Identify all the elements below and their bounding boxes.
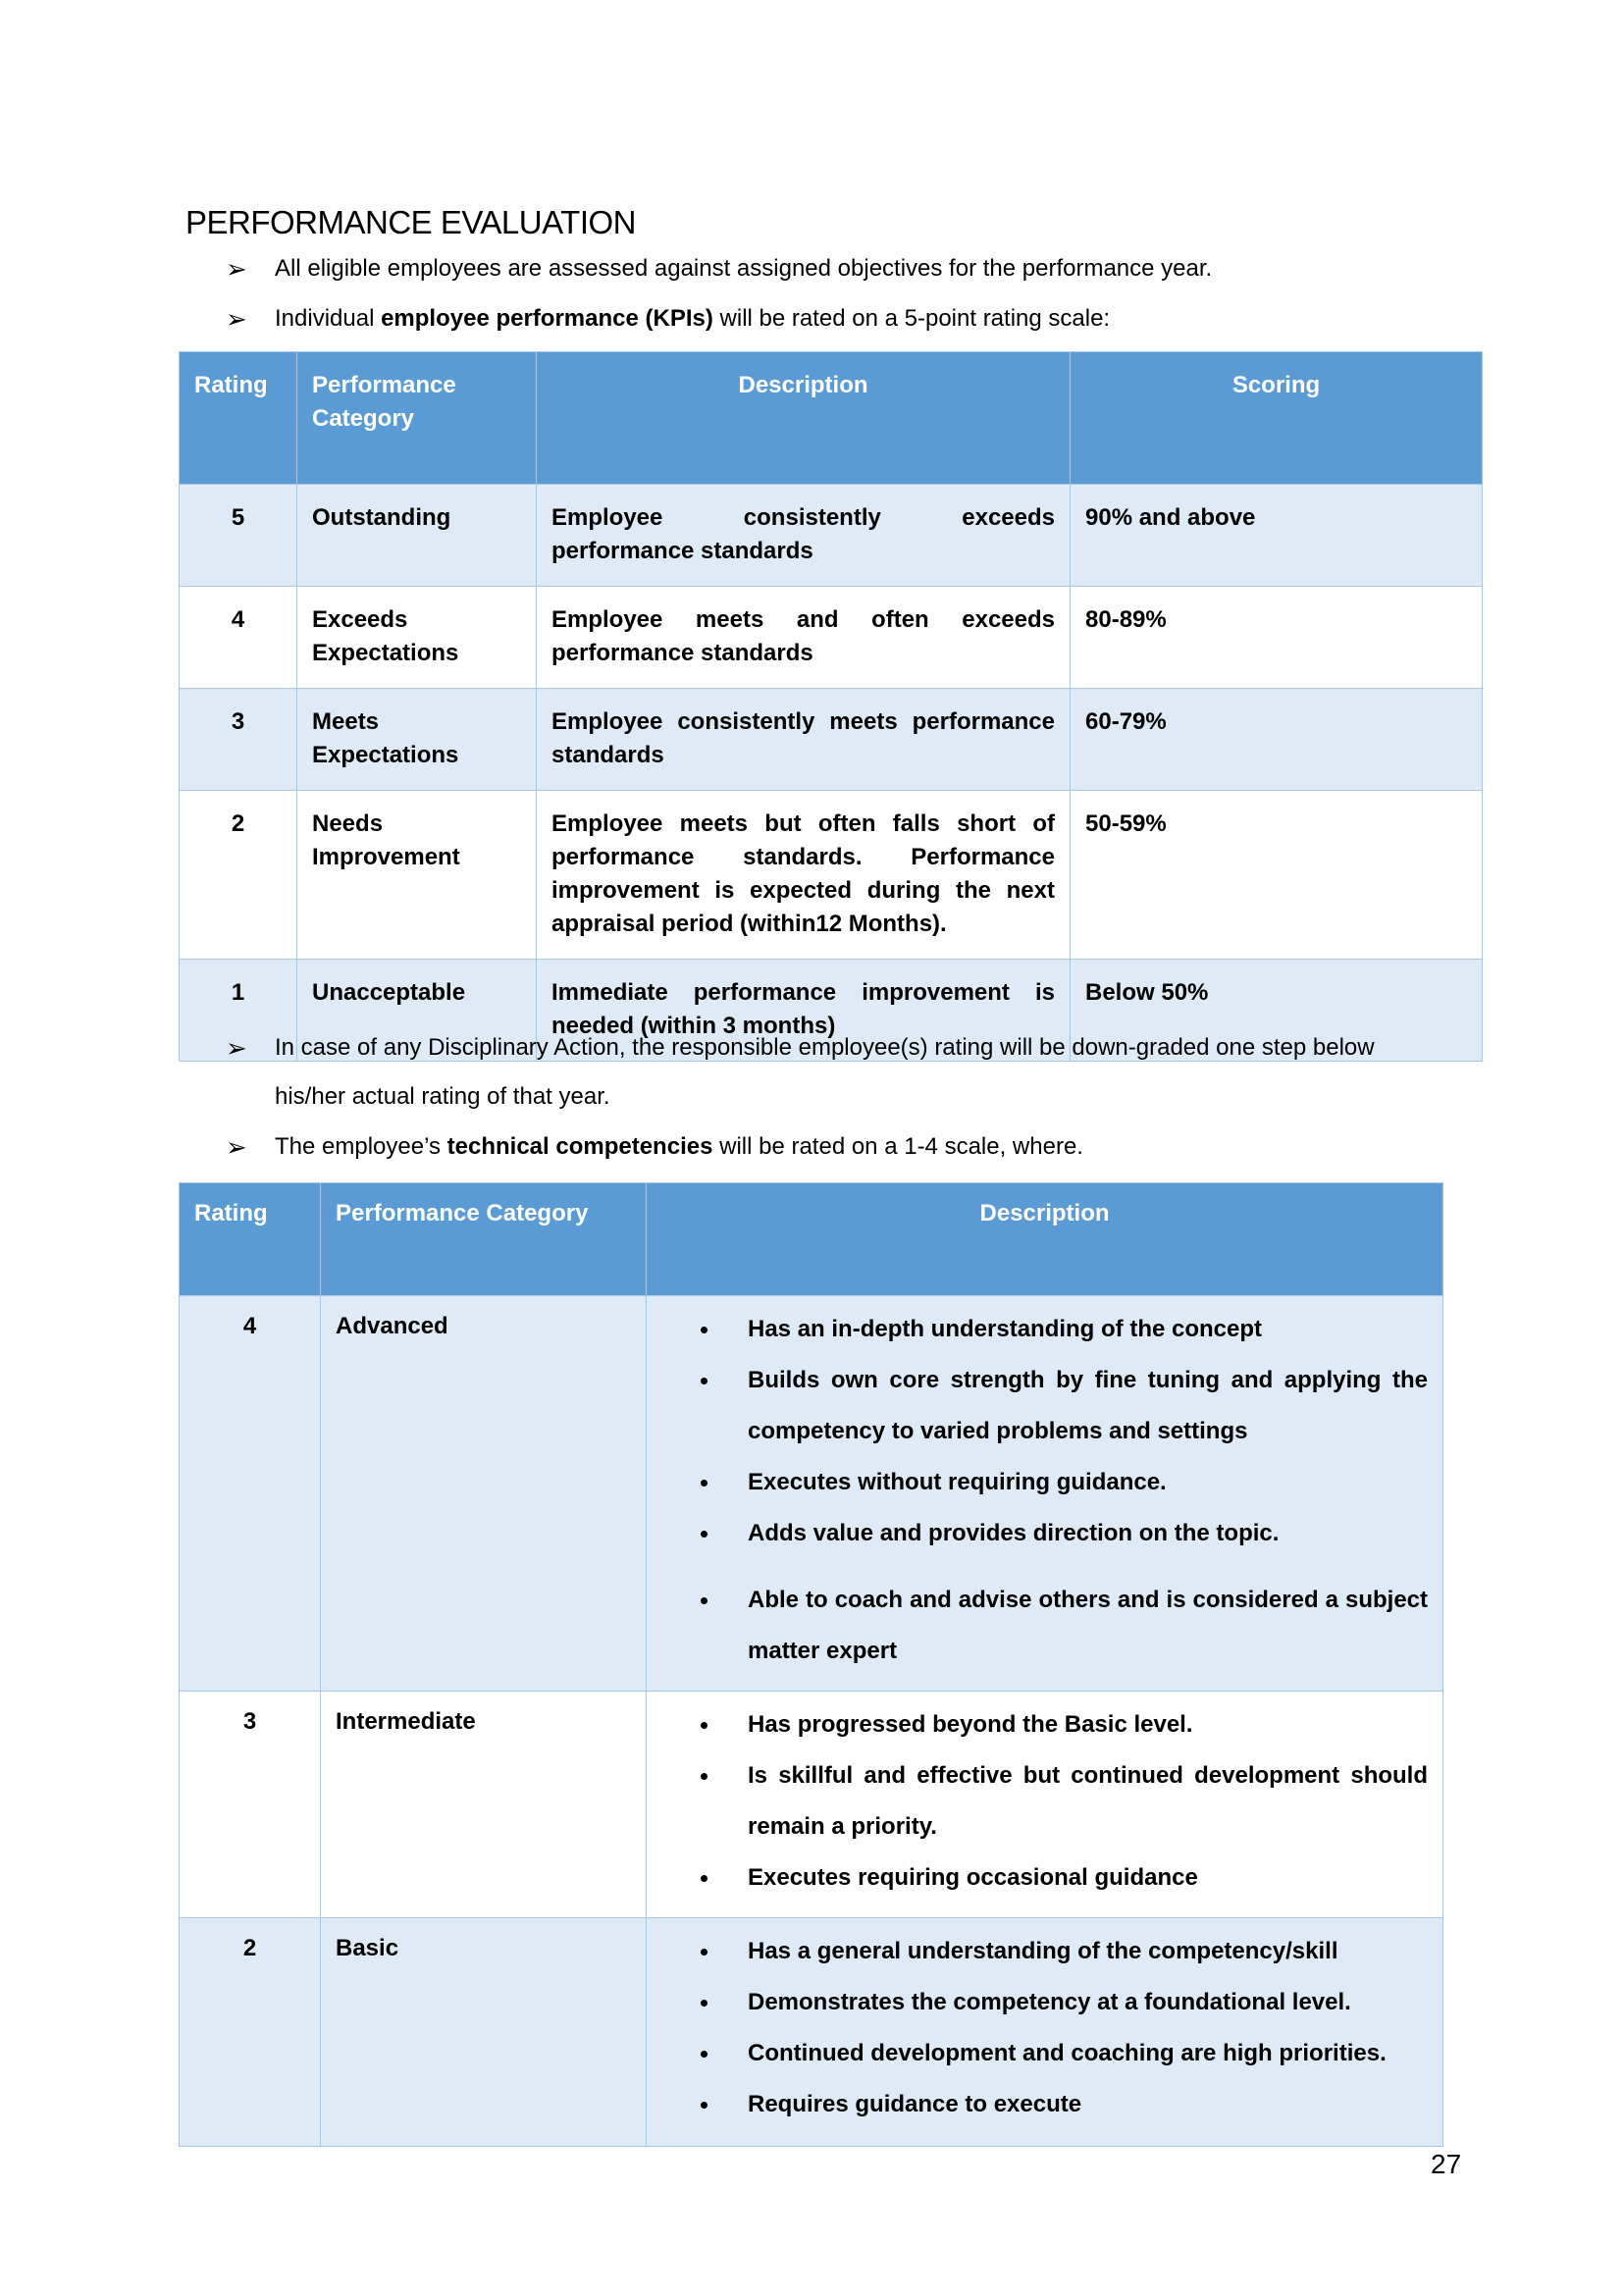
description-cell: Employee consistently exceeds performance standards	[537, 485, 1071, 587]
rating-cell: 1	[180, 960, 297, 1062]
description-cell	[647, 1692, 1443, 1918]
scoring-cell: 90% and above	[1071, 485, 1483, 587]
rating-cell: 2	[180, 1918, 321, 2147]
table-row	[180, 587, 1483, 689]
description-cell: Immediate performance improvement is needed (within 3 months)	[537, 960, 1071, 1062]
table-row	[180, 1918, 1443, 2147]
header-scoring: Scoring	[1071, 352, 1483, 485]
page-number: 27	[1431, 2149, 1462, 2179]
description-cell	[647, 1918, 1443, 2147]
table-row	[180, 1692, 1443, 1918]
description-cell: Employee consistently meets performance standards	[537, 689, 1071, 791]
description-cell: Employee meets and often exceeds performance standards	[537, 587, 1071, 689]
scoring-cell: 80-89%	[1071, 587, 1483, 689]
page-heading: PERFORMANCE EVALUATION	[185, 204, 637, 240]
scoring-cell: Below 50%	[1071, 960, 1483, 1062]
table-header-row	[180, 352, 1483, 485]
category-cell: Unacceptable	[297, 960, 537, 1062]
bullet-text: Individual employee performance (KPIs) will be rated on a 5-point rating scale:	[275, 305, 1111, 332]
category-cell: Basic	[321, 1918, 647, 2147]
bullet-text: In case of any Disciplinary Action, the responsible employee(s) rating will be down-graded one step below	[275, 1034, 1375, 1061]
category-cell: Intermediate	[321, 1692, 647, 1918]
list-item: • Has a general understanding of the competency/skill	[720, 1926, 1428, 1977]
header-description: Description	[647, 1183, 1443, 1296]
list-item: • Executes without requiring guidance.	[720, 1457, 1428, 1508]
list-item: • Requires guidance to execute	[720, 2079, 1428, 2130]
bullet-text: The employee’s technical competencies will be rated on a 1-4 scale, where.	[275, 1133, 1083, 1160]
header-category: Performance Category	[321, 1183, 647, 1296]
header-rating: Rating	[180, 352, 297, 485]
table-header-row	[180, 1183, 1443, 1296]
arrow-bullet-icon: ➢	[226, 304, 247, 334]
scoring-cell: 60-79%	[1071, 689, 1483, 791]
table-row	[180, 1296, 1443, 1692]
list-item: • Is skillful and effective but continued development should remain a priority.	[720, 1750, 1428, 1852]
rating-cell: 3	[180, 1692, 321, 1918]
arrow-bullet-icon: ➢	[226, 1033, 247, 1063]
category-cell: Advanced	[321, 1296, 647, 1692]
list-item: • Has progressed beyond the Basic level.	[720, 1699, 1428, 1750]
list-item: • Demonstrates the competency at a foundational level.	[720, 1977, 1428, 2028]
scoring-cell: 50-59%	[1071, 791, 1483, 960]
category-cell: Needs Improvement	[297, 791, 537, 960]
rating-cell: 3	[180, 689, 297, 791]
bullet-text-continued: his/her actual rating of that year.	[275, 1083, 610, 1110]
list-item: • Adds value and provides direction on the topic.	[720, 1508, 1428, 1559]
arrow-bullet-icon: ➢	[226, 254, 247, 284]
header-category: Performance Category	[297, 352, 537, 485]
description-cell: Employee meets but often falls short of performance standards. Performance improvement is expected during the next appraisal period (within12 Months).	[537, 791, 1071, 960]
category-cell: Outstanding	[297, 485, 537, 587]
table-row	[180, 791, 1483, 960]
arrow-bullet-icon: ➢	[226, 1132, 247, 1162]
rating-cell: 5	[180, 485, 297, 587]
header-rating: Rating	[180, 1183, 321, 1296]
description-list	[661, 1926, 1428, 2130]
list-item: • Continued development and coaching are high priorities.	[720, 2028, 1428, 2079]
table-row	[180, 485, 1483, 587]
list-item: • Builds own core strength by fine tuning and applying the competency to varied problems and settings	[720, 1355, 1428, 1457]
rating-cell: 4	[180, 1296, 321, 1692]
description-cell	[647, 1296, 1443, 1692]
category-cell: Meets Expectations	[297, 689, 537, 791]
rating-cell: 4	[180, 587, 297, 689]
kpi-rating-table	[179, 351, 1483, 1062]
table-row	[180, 689, 1483, 791]
category-cell: Exceeds Expectations	[297, 587, 537, 689]
list-item: • Able to coach and advise others and is considered a subject matter expert	[720, 1575, 1428, 1677]
competency-rating-table	[179, 1182, 1443, 2147]
list-item: • Has an in-depth understanding of the concept	[720, 1304, 1428, 1355]
description-list	[661, 1304, 1428, 1677]
description-list	[661, 1699, 1428, 1904]
bullet-text: All eligible employees are assessed against assigned objectives for the performance year.	[275, 255, 1213, 282]
list-item: • Executes requiring occasional guidance	[720, 1852, 1428, 1904]
header-description: Description	[537, 352, 1071, 485]
rating-cell: 2	[180, 791, 297, 960]
